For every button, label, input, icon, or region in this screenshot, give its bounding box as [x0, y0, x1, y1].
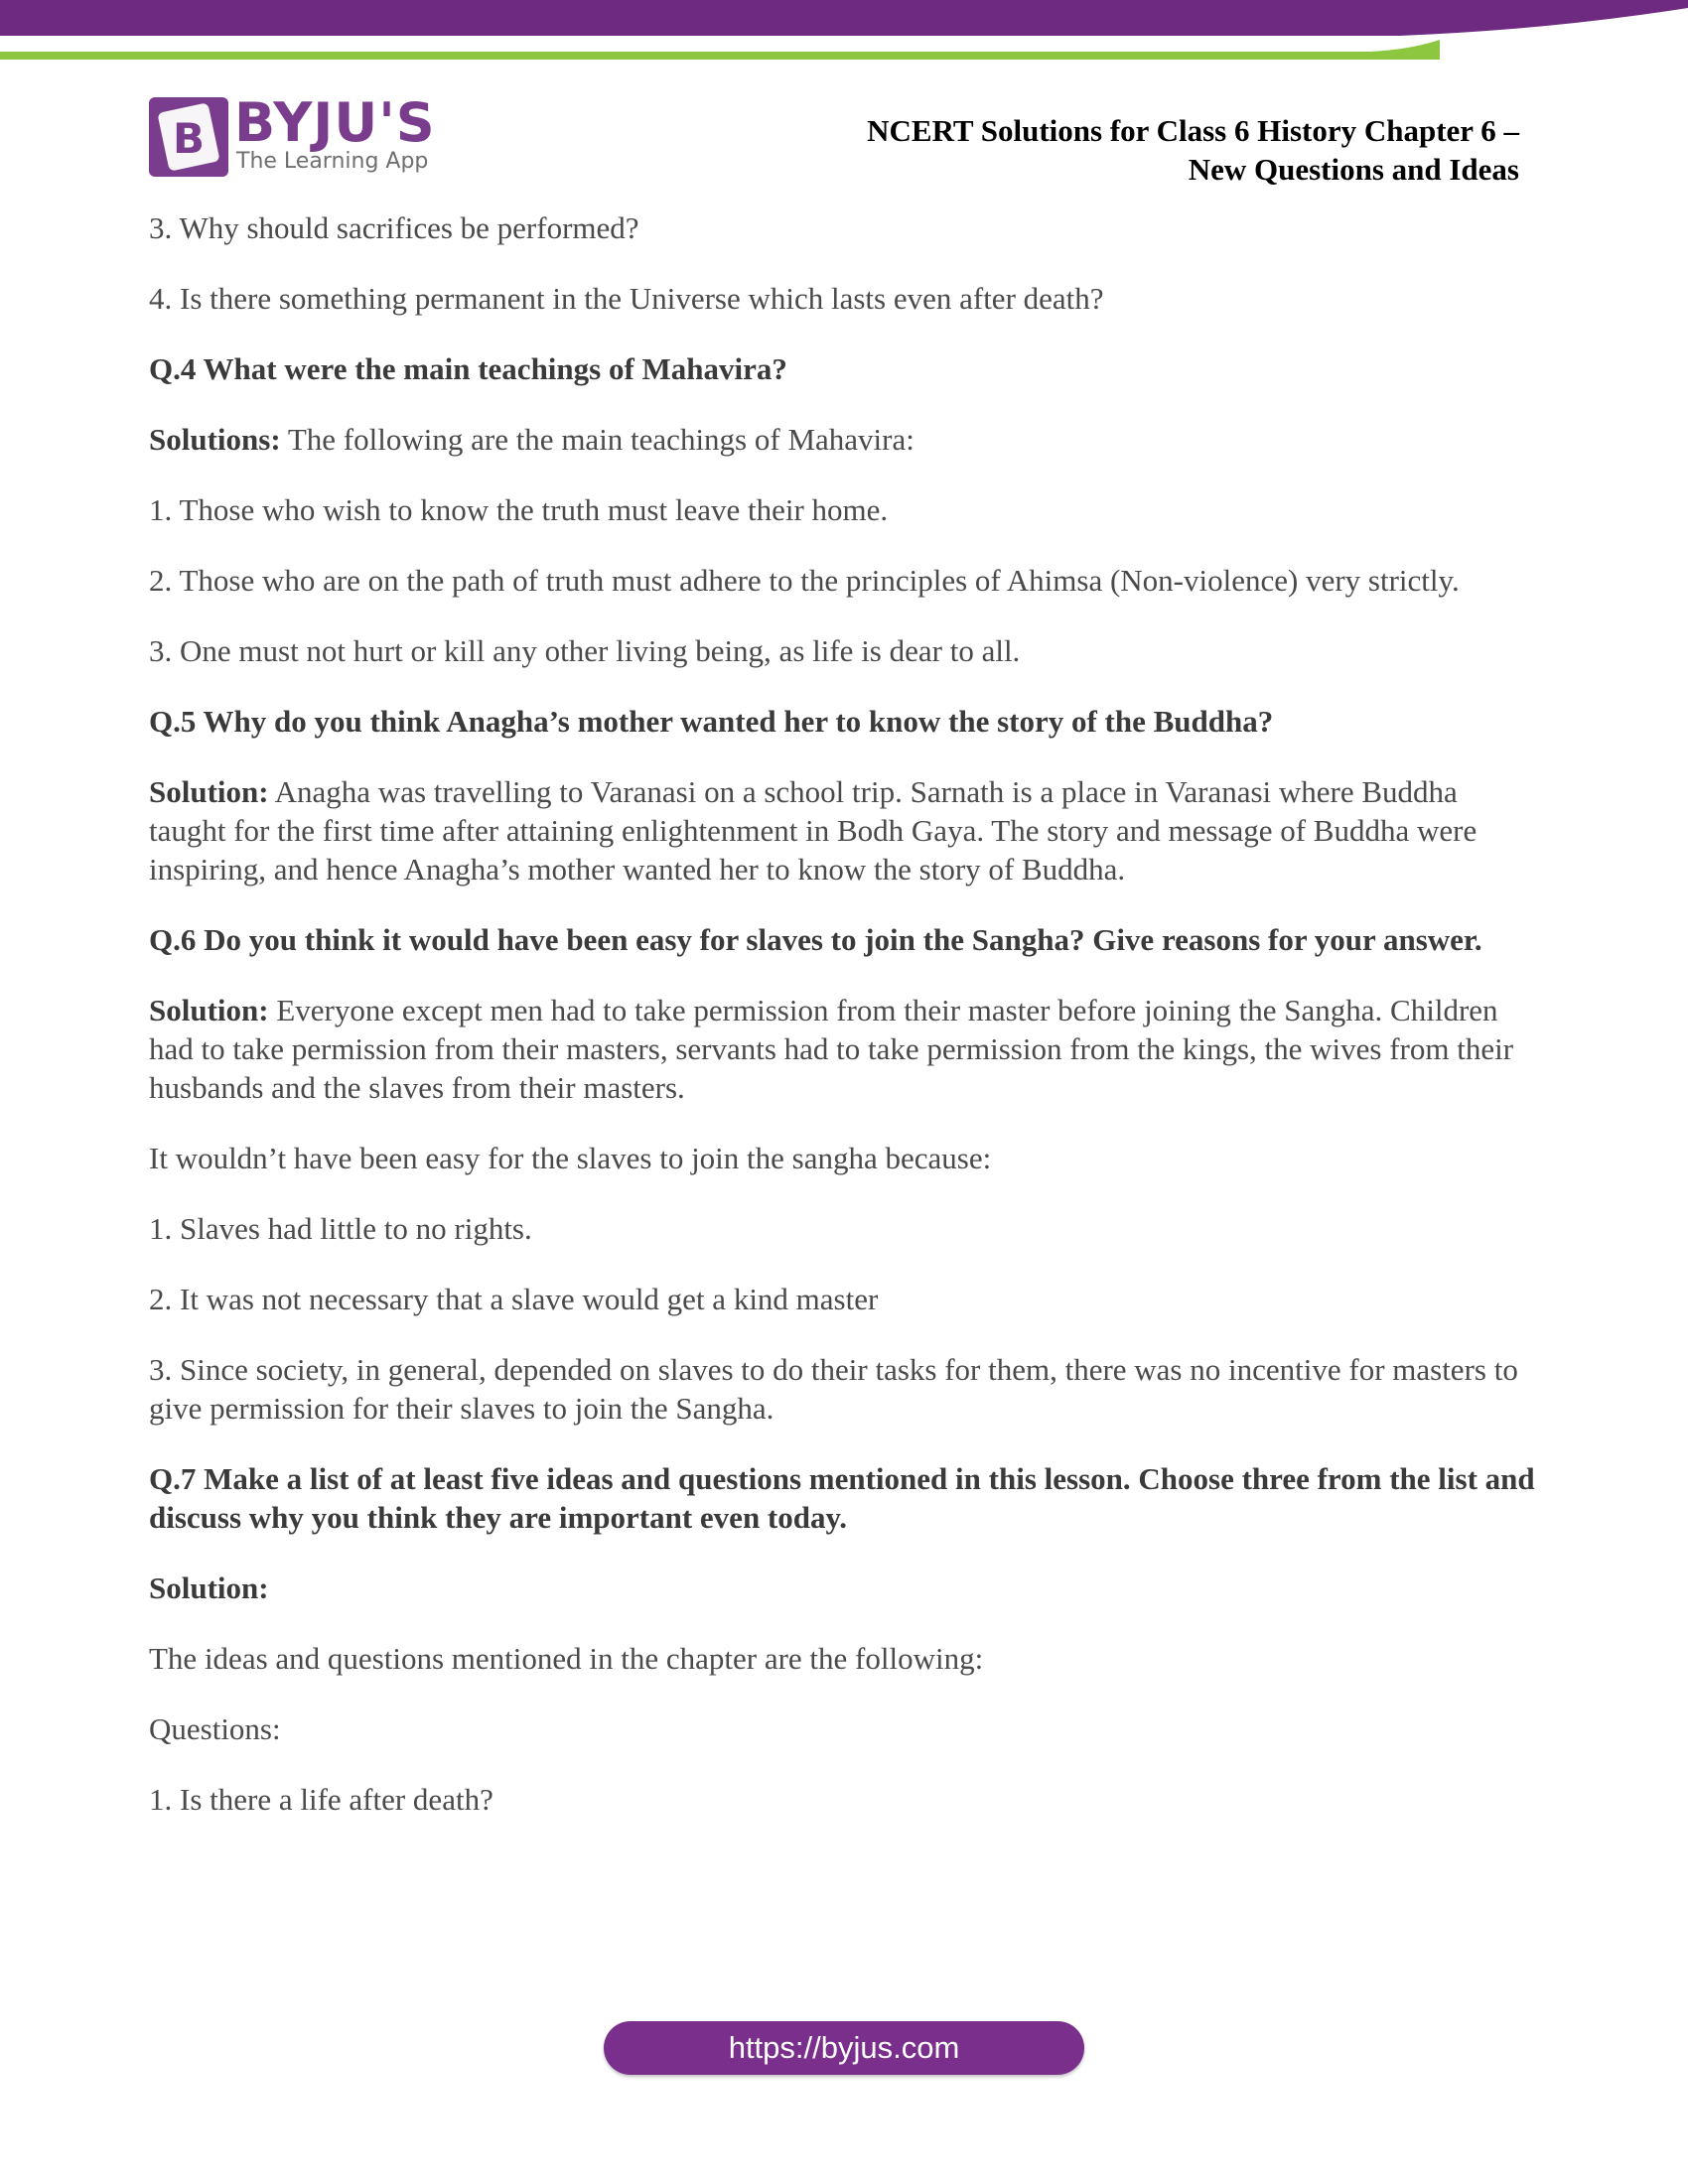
website-url[interactable]: https://byjus.com [728, 2030, 960, 2065]
document-title-line-1: NCERT Solutions for Class 6 History Chapter 6 – [867, 113, 1519, 148]
list-item: 1. Is there a life after death? [149, 1782, 493, 1817]
list-item: 3. Why should sacrifices be performed? [149, 210, 639, 245]
solution-label: Solution: [149, 774, 269, 809]
paragraph: The ideas and questions mentioned in the chapter are the following: [149, 1641, 984, 1676]
solution-label: Solution: [149, 993, 269, 1027]
answer-text: Everyone except men had to take permission from their master before joining the Sangha. Children had to take permission from their masters, servants had to take permission from the kings, the wives from their husbands and the slaves from their masters. [149, 993, 1514, 1105]
answer-text: The following are the main teachings of Mahavira: [280, 422, 914, 457]
question-heading-4: Q.4 What were the main teachings of Mahavira? [149, 351, 787, 386]
document-title-line-2: New Questions and Ideas [1188, 152, 1519, 187]
list-item: 3. One must not hurt or kill any other living being, as life is dear to all. [149, 633, 1021, 668]
answer-paragraph [149, 772, 1539, 888]
list-item: 1. Slaves had little to no rights. [149, 1211, 532, 1246]
document-title [765, 111, 1519, 189]
answer-paragraph [149, 991, 1539, 1107]
byjus-logo [149, 91, 437, 179]
answer-paragraph [149, 420, 1539, 459]
list-item: 4. Is there something permanent in the Universe which lasts even after death? [149, 281, 1104, 316]
solution-label: Solutions: [149, 422, 281, 457]
paragraph: Questions: [149, 1711, 281, 1746]
list-item: 2. It was not necessary that a slave would get a kind master [149, 1282, 879, 1316]
document-body [149, 208, 1539, 1850]
question-heading-6: Q.6 Do you think it would have been easy for slaves to join the Sangha? Give reasons for your answer. [149, 922, 1482, 957]
website-link-button[interactable] [604, 2021, 1084, 2075]
svg-text:B: B [172, 114, 206, 163]
question-heading-7: Q.7 Make a list of at least five ideas and questions mentioned in this lesson. Choose three from the list and discuss why you think they are important even today. [149, 1461, 1535, 1535]
byjus-b-logo-icon [149, 97, 228, 177]
header-decorative-bands [0, 0, 1688, 62]
brand-tagline: The Learning App [236, 149, 429, 174]
brand-name: BYJU'S [234, 91, 436, 154]
question-heading-5: Q.5 Why do you think Anagha’s mother wanted her to know the story of the Buddha? [149, 704, 1274, 739]
list-item: 2. Those who are on the path of truth must adhere to the principles of Ahimsa (Non-violence) very strictly. [149, 563, 1460, 598]
answer-text: Anagha was travelling to Varanasi on a school trip. Sarnath is a place in Varanasi where Buddha taught for the first time after attaining enlightenment in Bodh Gaya. The story and message of Buddha were inspiring, and hence Anagha’s mother wanted her to know the story of Buddha. [149, 774, 1477, 887]
list-item: 1. Those who wish to know the truth must leave their home. [149, 492, 889, 527]
list-item: 3. Since society, in general, depended on slaves to do their tasks for them, there was no incentive for masters to give permission for their slaves to join the Sangha. [149, 1352, 1518, 1426]
paragraph: It wouldn’t have been easy for the slaves to join the sangha because: [149, 1141, 992, 1175]
solution-label: Solution: [149, 1570, 269, 1605]
